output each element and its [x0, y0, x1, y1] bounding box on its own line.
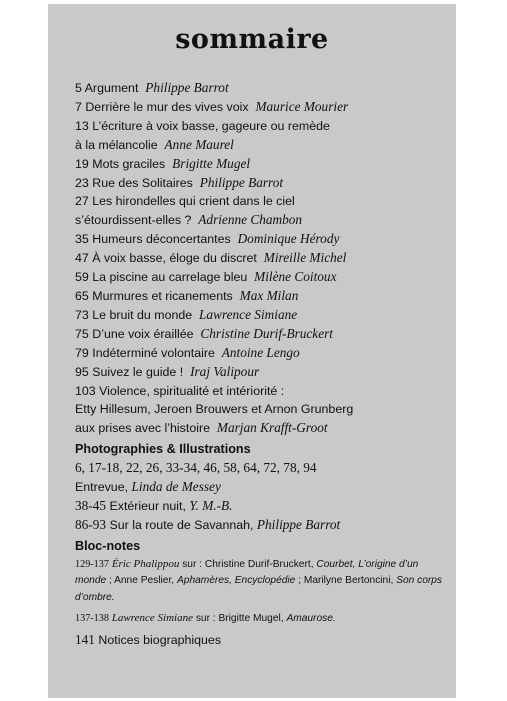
toc-entry: [75, 98, 447, 117]
entry-author: Antoine Lengo: [221, 344, 300, 360]
table-of-contents: [75, 79, 447, 650]
work-title: Son corps d’ombre.: [75, 575, 443, 603]
entry-title: Extérieur nuit,: [109, 499, 186, 514]
entry-title: Sur la route de Savannah,: [109, 517, 254, 532]
toc-entry: [75, 230, 447, 249]
review-target: ; Marilyne Bertoncini,: [298, 575, 394, 587]
entry-author: Brigitte Mugel: [172, 155, 251, 171]
entry-page: 86-93: [75, 516, 107, 532]
entry-title: À voix basse, éloge du discret: [92, 251, 257, 266]
entry-author: Lawrence Simiane: [199, 306, 298, 322]
entry-title: Suivez le guide !: [92, 364, 184, 379]
toc-entry: [75, 174, 447, 193]
entry-title: Les hirondelles qui crient dans le ciel: [92, 194, 295, 209]
entry-title: Derrière le mur des vives voix: [85, 99, 249, 114]
entry-page: 75: [75, 326, 89, 341]
page-title: sommaire: [175, 24, 329, 55]
bloc-notes-heading: Bloc-notes: [75, 538, 141, 553]
entry-author: Adrienne Chambon: [198, 212, 303, 228]
toc-entry: [75, 268, 447, 287]
entry-author: Éric Phalippou: [111, 557, 180, 570]
entry-author: Anne Maurel: [164, 136, 234, 152]
entry-page: 129-137: [75, 558, 109, 570]
notices-entry: [75, 631, 447, 650]
entry-page: 13: [75, 118, 89, 133]
toc-entry: [75, 287, 447, 306]
photo-entry: [75, 497, 447, 516]
toc-entry: [75, 155, 447, 174]
entry-page: 38-45: [75, 498, 107, 514]
entry-author: Y. M.-B.: [189, 498, 233, 514]
toc-entry: [75, 363, 447, 382]
entry-title: Rue des Solitaires: [92, 175, 193, 190]
entrevue-author: Linda de Messey: [131, 479, 221, 495]
entry-title: Argument: [84, 81, 139, 95]
entry-page: 103: [75, 383, 96, 398]
entry-author: Lawrence Simiane: [111, 612, 193, 625]
work-title: Aphamères, Encyclopédie: [176, 575, 296, 587]
entry-author: Maurice Mourier: [255, 98, 349, 114]
review-target: ; Anne Peslier,: [109, 575, 175, 587]
entrevue-label: Entrevue,: [75, 480, 129, 495]
entry-page: 59: [75, 270, 89, 285]
toc-entry: [75, 117, 447, 155]
toc-entry: [75, 249, 447, 268]
entry-author: Milène Coitoux: [254, 269, 337, 285]
entry-page: 35: [75, 232, 89, 247]
entry-title: La piscine au carrelage bleu: [92, 270, 248, 285]
entry-page: 137-138: [75, 613, 109, 625]
entry-page: 65: [75, 288, 89, 303]
entry-page: 95: [75, 364, 89, 379]
entry-page: 7: [75, 99, 82, 114]
toc-entry: [75, 325, 447, 344]
contents-panel: [48, 4, 456, 698]
entry-title: Humeurs déconcertantes: [92, 232, 231, 247]
review-target: sur : Brigitte Mugel,: [195, 613, 284, 625]
entry-title: L’écriture à voix basse, gageure ou remède: [92, 118, 330, 133]
entry-title: Indéterminé volontaire: [92, 345, 215, 360]
entry-title-continued: s’étourdissent-elles ?: [75, 213, 192, 228]
photos-entrevue: [75, 478, 447, 497]
entry-author: Philippe Barrot: [199, 174, 284, 190]
entry-page: 73: [75, 307, 89, 322]
entry-title-continued: Etty Hillesum, Jeroen Brouwers et Arnon Grunberg: [75, 402, 354, 417]
entry-author: Marjan Krafft-Groot: [216, 420, 328, 436]
bloc-note-entry: [75, 610, 447, 627]
entry-page: 79: [75, 345, 89, 360]
work-title: Amaurose.: [286, 613, 336, 625]
photos-heading: Photographies & Illustrations: [75, 442, 251, 457]
toc-entry: [75, 306, 447, 325]
bloc-note-entry: [75, 556, 447, 606]
photo-entry: [75, 516, 447, 535]
entry-page: 27: [75, 194, 89, 209]
toc-entry: [75, 192, 447, 230]
entry-author: Christine Durif-Bruckert: [200, 325, 333, 341]
review-target: sur : Christine Durif-Bruckert,: [182, 558, 314, 570]
photos-page-list: 6, 17-18, 22, 26, 33-34, 46, 58, 64, 72, 78, 94: [75, 460, 317, 476]
entry-page: 19: [75, 156, 89, 171]
entry-page: 23: [75, 175, 89, 190]
entry-title: Violence, spiritualité et intériorité :: [99, 383, 285, 398]
entry-author: Dominique Hérody: [237, 231, 340, 247]
entry-author: Max Milan: [239, 287, 299, 303]
entry-author: Iraj Valipour: [190, 363, 260, 379]
entry-title: Murmures et ricanements: [92, 288, 233, 303]
entry-author: Philippe Barrot: [145, 80, 229, 95]
entry-title: Le bruit du monde: [92, 307, 193, 322]
toc-entry: [75, 79, 447, 98]
entry-title-continued: à la mélancolie: [75, 137, 158, 152]
photos-pages: [75, 459, 447, 478]
entry-page: 5: [75, 81, 82, 95]
entry-page: 47: [75, 251, 89, 266]
entry-title-continued: aux prises avec l’histoire: [75, 421, 210, 436]
entry-author: Philippe Barrot: [256, 516, 341, 532]
toc-entry: [75, 344, 447, 363]
entry-author: Mireille Michel: [263, 250, 347, 266]
entry-title: Notices biographiques: [98, 633, 222, 648]
entry-title: Mots graciles: [92, 156, 166, 171]
work-title: Courbet, L’origine d’un monde: [75, 558, 419, 587]
toc-entry-long: [75, 382, 447, 439]
entry-page: 141: [75, 632, 95, 648]
entry-title: D’une voix éraillée: [92, 326, 194, 341]
